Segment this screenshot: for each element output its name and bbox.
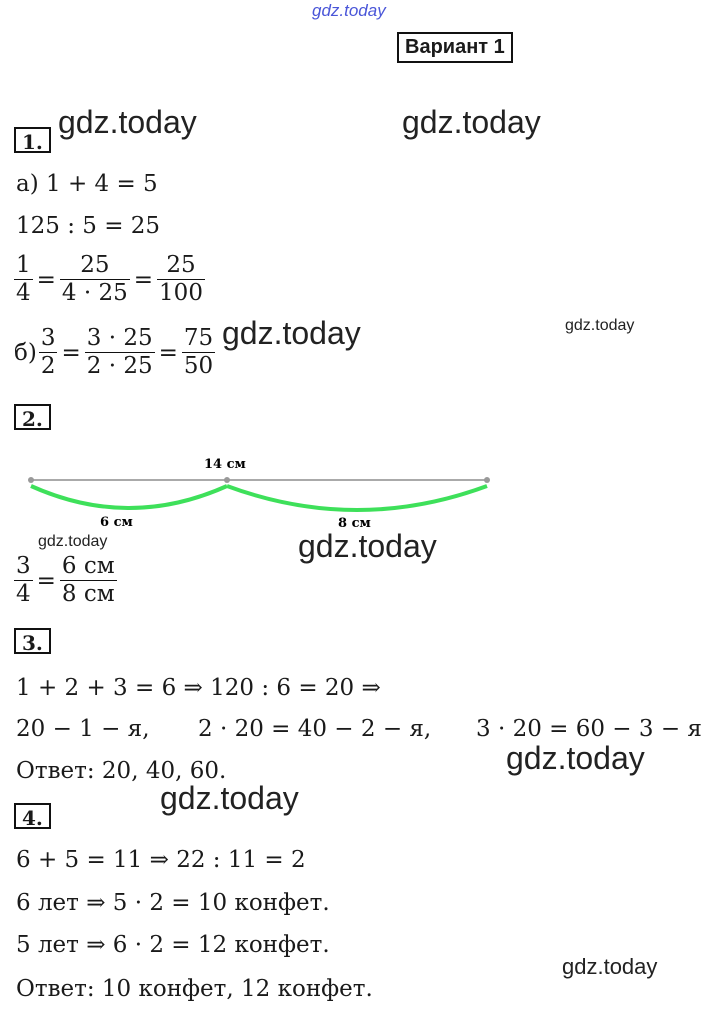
equals-sign: = [158,339,178,366]
task3-line-2a: 20 − 1 − я, [16,716,150,742]
numerator: 3 · 25 [86,325,153,351]
watermark: gdz.today [298,528,437,564]
segment-point [224,477,230,483]
task2-fraction-row [14,553,117,608]
equals-sign: = [133,266,154,293]
denominator: 4 [16,581,31,607]
prefix-b: б) [14,339,37,366]
numerator: 75 [183,325,214,351]
task4-line-2: 6 лет ⇒ 5 · 2 = 10 конфет. [16,890,330,916]
watermark: gdz.today [222,315,361,351]
task4-answer: Ответ: 10 конфет, 12 конфет. [16,976,373,1002]
task-number-2: 2. [14,404,51,430]
variant-label: Вариант 1 [397,32,513,63]
denominator: 4 [16,280,31,306]
task1-fraction-row-2 [14,325,215,380]
total-length-label: 14 см [204,457,246,472]
denominator: 100 [159,280,203,306]
denominator: 8 см [61,581,115,607]
watermark: gdz.today [58,104,197,140]
watermark-top: gdz.today [312,1,386,20]
part2-length-label: 8 см [338,516,371,530]
task3-answer: Ответ: 20, 40, 60. [16,758,227,784]
equals-sign: = [61,339,81,366]
fraction [14,252,33,307]
task4-line-1: 6 + 5 = 11 ⇒ 22 : 11 = 2 [16,847,306,873]
task-number-1: 1. [14,127,51,153]
arc-part-2 [227,486,487,510]
watermark: gdz.today [402,104,541,140]
equals-sign: = [36,266,56,293]
task3-line-1: 1 + 2 + 3 = 6 ⇒ 120 : 6 = 20 ⇒ [16,675,381,701]
task4-line-3: 5 лет ⇒ 6 · 2 = 12 конфет. [16,932,330,958]
segment-point [484,477,490,483]
watermark: gdz.today [565,317,635,334]
task-number-4: 4. [14,803,51,829]
numerator: 3 [16,553,31,579]
fraction [39,325,58,380]
numerator: 25 [166,252,196,278]
watermark: gdz.today [160,780,299,816]
task3-line-2c: 3 · 20 = 60 − 3 − я [476,716,702,742]
denominator: 2 [40,353,56,379]
task3-line-2b: 2 · 20 = 40 − 2 − я, [198,716,432,742]
fraction [14,553,33,608]
denominator: 4 · 25 [61,280,128,306]
fraction [60,553,117,608]
watermark: gdz.today [562,954,658,979]
task1-fraction-row-1 [14,252,205,307]
watermark: gdz.today [38,533,108,550]
equals-sign: = [36,567,56,594]
part1-length-label: 6 см [100,515,133,530]
task1-line-a: а) 1 + 4 = 5 [16,171,158,197]
watermark: gdz.today [506,740,645,776]
fraction [60,252,130,307]
numerator: 25 [80,252,110,278]
segment-diagram [20,450,500,530]
task-number-3: 3. [14,628,51,654]
numerator: 3 [40,325,56,351]
numerator: 1 [16,252,31,278]
fraction [157,252,205,307]
task1-line-div: 125 : 5 = 25 [16,213,161,239]
denominator: 2 · 25 [86,353,153,379]
segment-point [28,477,34,483]
numerator: 6 см [61,553,115,579]
fraction [85,325,155,380]
denominator: 50 [183,353,214,379]
arc-part-1 [31,486,227,508]
fraction [182,325,215,380]
